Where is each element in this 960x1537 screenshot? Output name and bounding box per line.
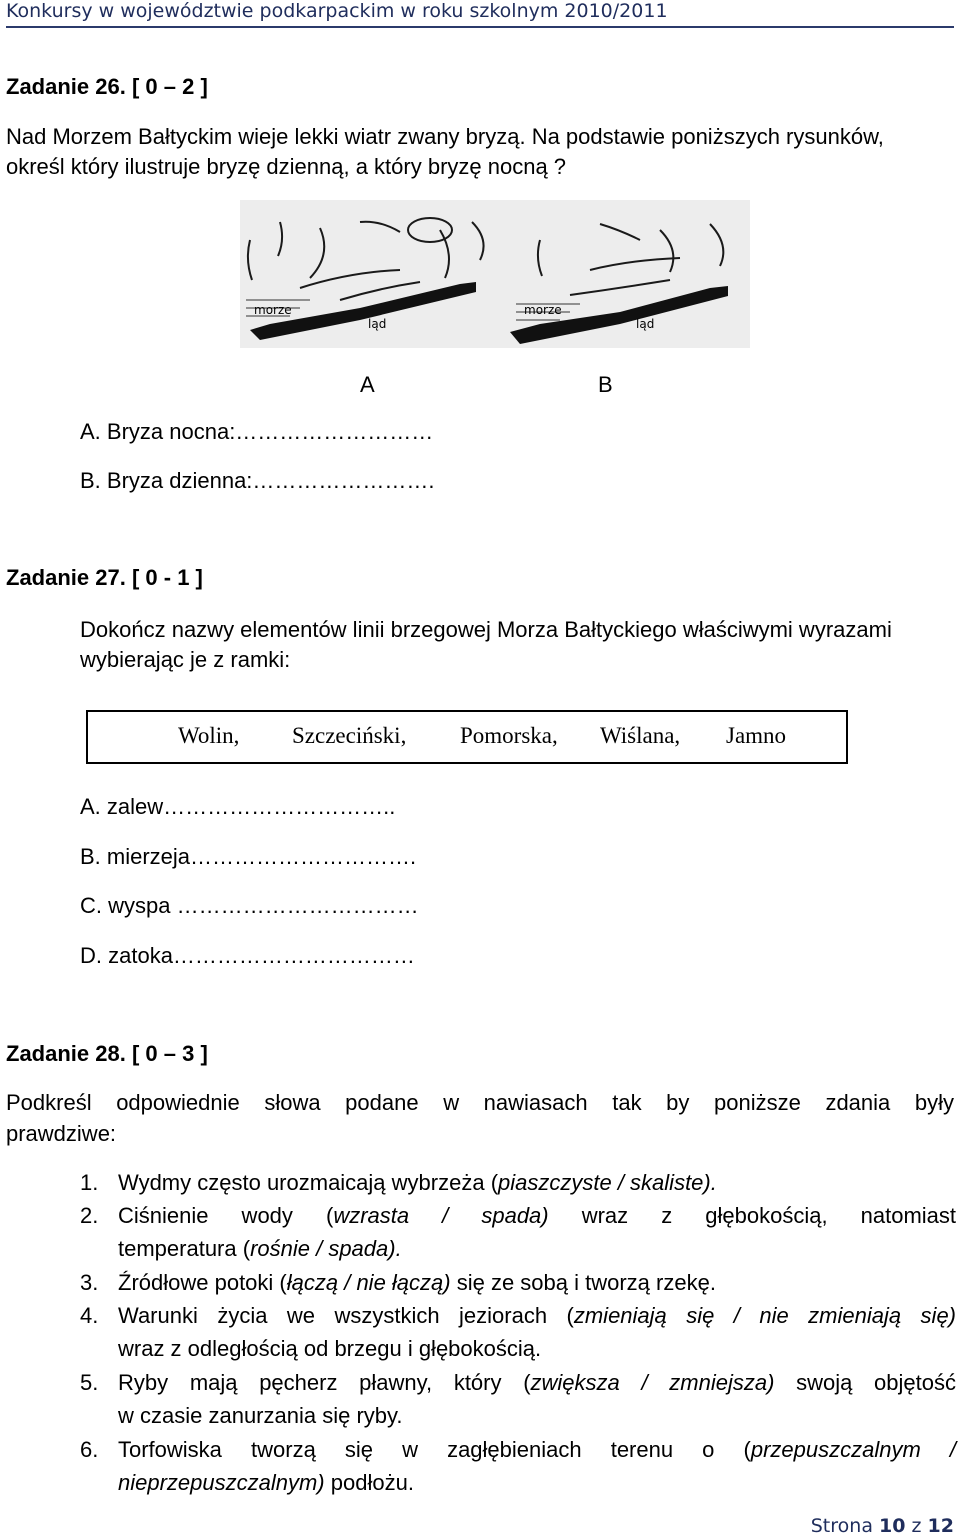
task27-item-c: C. wyspa ……………………………	[80, 893, 419, 918]
task28-item-4	[80, 1299, 956, 1365]
task27-item-d: D. zatoka……………………………	[80, 943, 415, 968]
footer-prefix: Strona	[810, 1515, 873, 1537]
item-number: 2.	[80, 1203, 99, 1228]
task27-points: [ 0 - 1 ]	[131, 565, 203, 590]
item-text: Ciśnienie wody (wzrasta / spada) wraz z głębokością, natomiast	[118, 1203, 957, 1228]
task28-text-line1: Podkreśl odpowiednie słowa podane w nawiasach tak by poniższe zdania były	[6, 1090, 954, 1115]
footer-mid: z	[911, 1515, 922, 1537]
task26-title-text: Zadanie 26.	[6, 74, 126, 99]
item-number: 1.	[80, 1170, 99, 1195]
task27-title	[6, 565, 203, 591]
task27-text: Dokończ nazwy elementów linii brzegowej Morza Bałtyckiego właściwymi wyrazami wybierając je z ramki:	[80, 617, 892, 672]
sea-label-right: morze	[524, 303, 562, 317]
task28-title-text: Zadanie 28.	[6, 1041, 126, 1066]
item-text: Wydmy często urozmaicają wybrzeża (piaszczyste / skaliste).	[118, 1170, 717, 1195]
task26-answer-b: B. Bryza dzienna:…………………….	[80, 468, 435, 493]
item-number: 5.	[80, 1370, 99, 1395]
task27-item-b: B. mierzeja………………………….	[80, 844, 417, 869]
figure-label-b: B	[598, 372, 613, 397]
page-footer	[811, 1515, 954, 1537]
task26-answer-a: A. Bryza nocna:………………………	[80, 419, 434, 444]
sea-label-left: morze	[254, 303, 292, 317]
word-box	[86, 710, 848, 764]
footer-total: 12	[927, 1515, 954, 1537]
task27-title-text: Zadanie 27.	[6, 565, 126, 590]
word-box-item: Jamno	[726, 723, 787, 748]
task28-text-line2: prawdziwe:	[6, 1121, 117, 1146]
item-text: Torfowiska tworzą się w zagłębieniach terenu o (przepuszczalnym /	[118, 1437, 956, 1462]
task26-text: Nad Morzem Bałtyckim wieje lekki wiatr zwany bryzą. Na podstawie poniższych rysunków, określ który ilustruje bryzę dzienną, a który bryzę nocną ?	[6, 124, 884, 179]
word-box-item: Wolin,	[178, 723, 240, 748]
task28-item-6	[80, 1433, 956, 1499]
item-text-cont: wraz z odległością od brzegu i głębokością.	[118, 1336, 542, 1361]
item-text-cont: temperatura (rośnie / spada).	[118, 1236, 402, 1261]
word-box-item: Szczeciński,	[292, 723, 407, 748]
task26-title	[6, 74, 208, 100]
item-text-cont: nieprzepuszczalnym) podłożu.	[118, 1470, 414, 1495]
task28-item-1	[80, 1166, 956, 1199]
item-number: 6.	[80, 1437, 99, 1462]
word-box-item: Pomorska,	[460, 723, 558, 748]
item-text: Ryby mają pęcherz pławny, który (zwiększa / zmniejsza) swoją objętość	[118, 1370, 956, 1395]
item-number: 4.	[80, 1303, 99, 1328]
figure-label-a: A	[360, 372, 375, 397]
task28-title	[6, 1041, 208, 1067]
item-text-cont: w czasie zanurzania się ryby.	[118, 1403, 403, 1428]
breeze-figure	[240, 200, 750, 348]
task28-item-3	[80, 1266, 956, 1299]
task26-points: [ 0 – 2 ]	[131, 74, 208, 99]
item-number: 3.	[80, 1270, 99, 1295]
word-box-item: Wiślana,	[600, 723, 681, 748]
task28-item-5	[80, 1366, 956, 1432]
task27-item-a: A. zalew…………………………..	[80, 794, 396, 819]
item-text: Źródłowe potoki (łączą / nie łączą) się ze sobą i tworzą rzekę.	[118, 1270, 716, 1295]
land-label-right: ląd	[636, 317, 655, 331]
footer-page: 10	[879, 1515, 906, 1537]
task28-item-2	[80, 1199, 956, 1265]
task28-points: [ 0 – 3 ]	[131, 1041, 208, 1066]
page-header: Konkursy w województwie podkarpackim w roku szkolnym 2010/2011	[6, 0, 954, 28]
item-text: Warunki życia we wszystkich jeziorach (zmieniają się / nie zmieniają się)	[118, 1303, 957, 1328]
land-label-left: ląd	[368, 317, 387, 331]
